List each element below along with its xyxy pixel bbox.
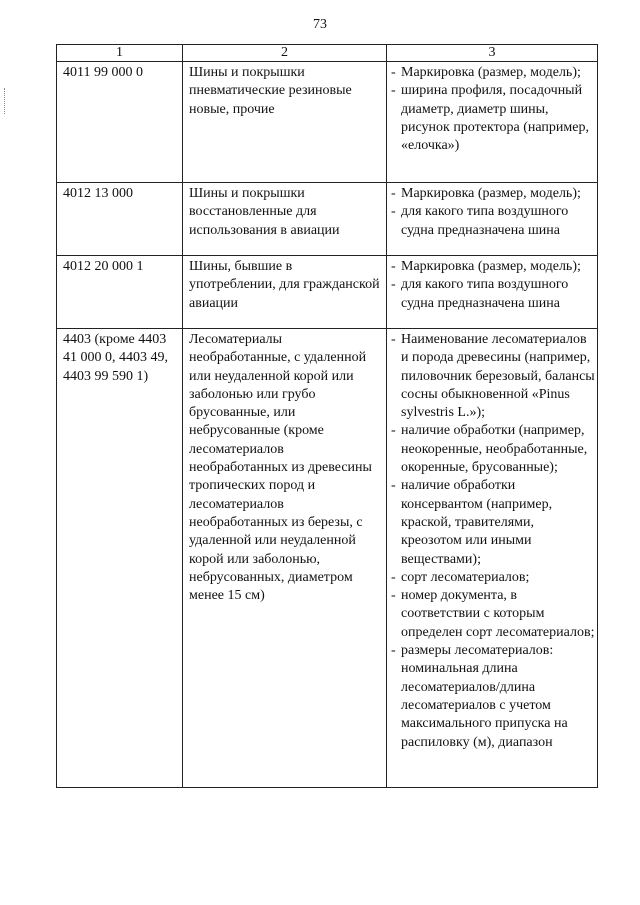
column-header-3: 3 xyxy=(387,45,598,62)
characteristic-item: - для какого типа воздушного судна предназначена шина xyxy=(391,203,595,240)
characteristic-item: - Наименование лесоматериалов и порода древесины (например, пиловочник березовый, балансы сосны обыкновенной «Pinus sylvestris L.»); xyxy=(391,331,595,422)
goods-name: Шины и покрышки пневматические резиновые новые, прочие xyxy=(183,62,387,183)
characteristic-item: - ширина профиля, посадочный диаметр, диаметр шины, рисунок протектора (например, «елочка») xyxy=(391,82,595,155)
characteristic-item: - наличие обработки (например, неокоренные, необработанные, окоренные, брусованные); xyxy=(391,422,595,477)
tnved-code: 4012 13 000 xyxy=(57,183,183,256)
characteristic-item: - Маркировка (размер, модель); xyxy=(391,64,595,82)
characteristic-item: - Маркировка (размер, модель); xyxy=(391,185,595,203)
goods-table xyxy=(56,44,598,788)
margin-mark xyxy=(4,88,6,114)
table-row xyxy=(57,256,598,329)
characteristics-cell xyxy=(387,256,598,329)
characteristic-item: - наличие обработки консервантом (например, краской, травителями, креозотом или иными веществами); xyxy=(391,477,595,568)
header-row xyxy=(57,45,598,62)
characteristic-item: - для какого типа воздушного судна предназначена шина xyxy=(391,276,595,313)
table-row xyxy=(57,329,598,788)
goods-name: Шины и покрышки восстановленные для использования в авиации xyxy=(183,183,387,256)
tnved-code: 4403 (кроме 4403 41 000 0, 4403 49, 4403 99 590 1) xyxy=(57,329,183,788)
characteristics-cell xyxy=(387,329,598,788)
goods-name: Шины, бывшие в употреблении, для гражданской авиации xyxy=(183,256,387,329)
tnved-code: 4011 99 000 0 xyxy=(57,62,183,183)
characteristics-cell xyxy=(387,62,598,183)
tnved-code: 4012 20 000 1 xyxy=(57,256,183,329)
table-row xyxy=(57,62,598,183)
column-header-2: 2 xyxy=(183,45,387,62)
characteristic-item: - номер документа, в соответствии с которым определен сорт лесоматериалов; xyxy=(391,587,595,642)
goods-name: Лесоматериалы необработанные, с удаленной или неудаленной корой или заболонью или грубо брусованные, или небрусованные (кроме лесоматериалов необработанных из древесины тропических пород и лесоматериалов необработанных из березы, с удаленной или неудаленной корой или заболонью, небрусованных, диаметром менее 15 см) xyxy=(183,329,387,788)
characteristics-cell xyxy=(387,183,598,256)
column-header-1: 1 xyxy=(57,45,183,62)
table-row xyxy=(57,183,598,256)
characteristic-item: - сорт лесоматериалов; xyxy=(391,569,595,587)
characteristic-item: - Маркировка (размер, модель); xyxy=(391,258,595,276)
characteristic-item: - размеры лесоматериалов: номинальная длина лесоматериалов/длина лесоматериалов с учетом максимального припуска на распиловку (м), диапазон xyxy=(391,642,595,752)
page-number: 73 xyxy=(313,17,327,32)
